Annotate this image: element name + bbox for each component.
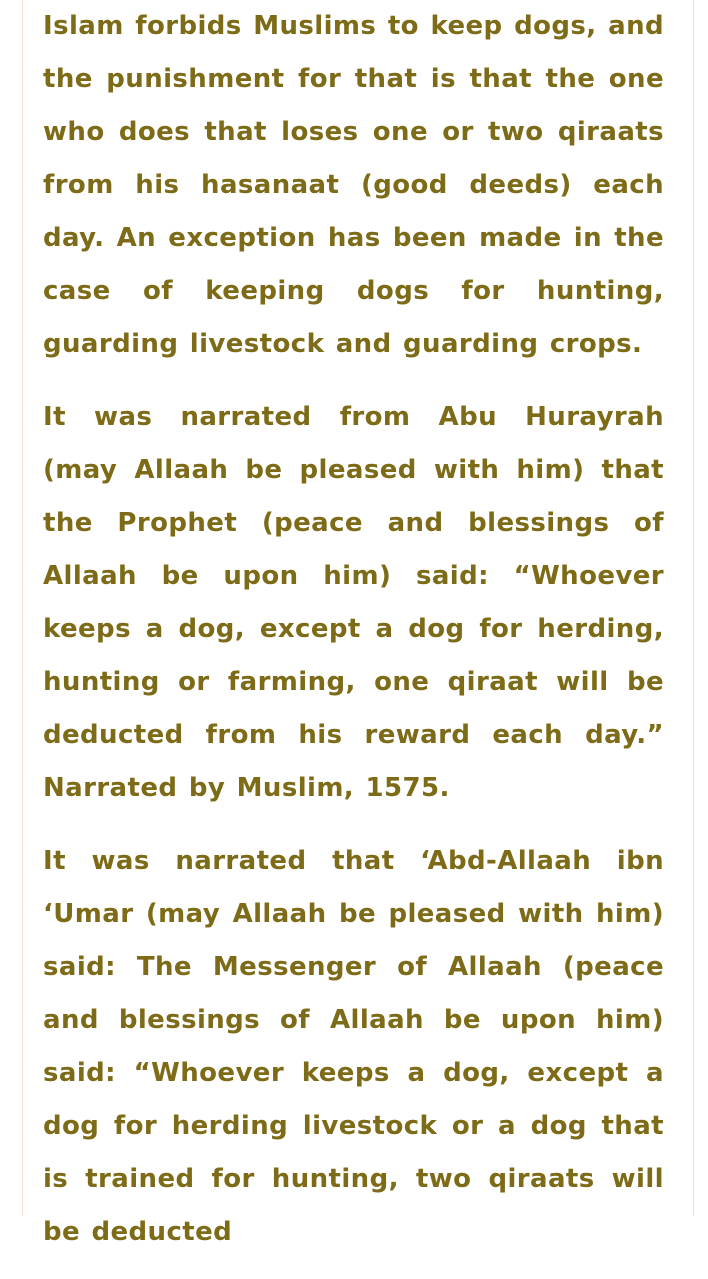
paragraph-abu-hurayrah-hadith: It was narrated from Abu Hurayrah (may Allaah be pleased with him) that the Prophet (peace and blessings of Allaah be upon him) said: “Whoever keeps a dog, except a dog for herding, hunting or farming, one qiraat will be deducted from his reward each day.” Narrated by Muslim, 1575.	[43, 402, 664, 803]
paragraph-dogs-ruling: Islam forbids Muslims to keep dogs, and the punishment for that is that the one who does that loses one or two qiraats from his hasanaat (good deeds) each day. An exception has been made in the case of keeping dogs for hunting, guarding livestock and guarding crops.	[43, 11, 664, 359]
paragraph-ibn-umar-hadith: It was narrated that ‘Abd-Allaah ibn ‘Umar (may Allaah be pleased with him) said: The Messenger of Allaah (peace and blessings of Allaah be upon him) said: “Whoever keeps a dog, except a dog for herding livestock or a dog that is trained for hunting, two qiraats will be deducted	[43, 846, 664, 1247]
article-body	[43, 0, 664, 1279]
